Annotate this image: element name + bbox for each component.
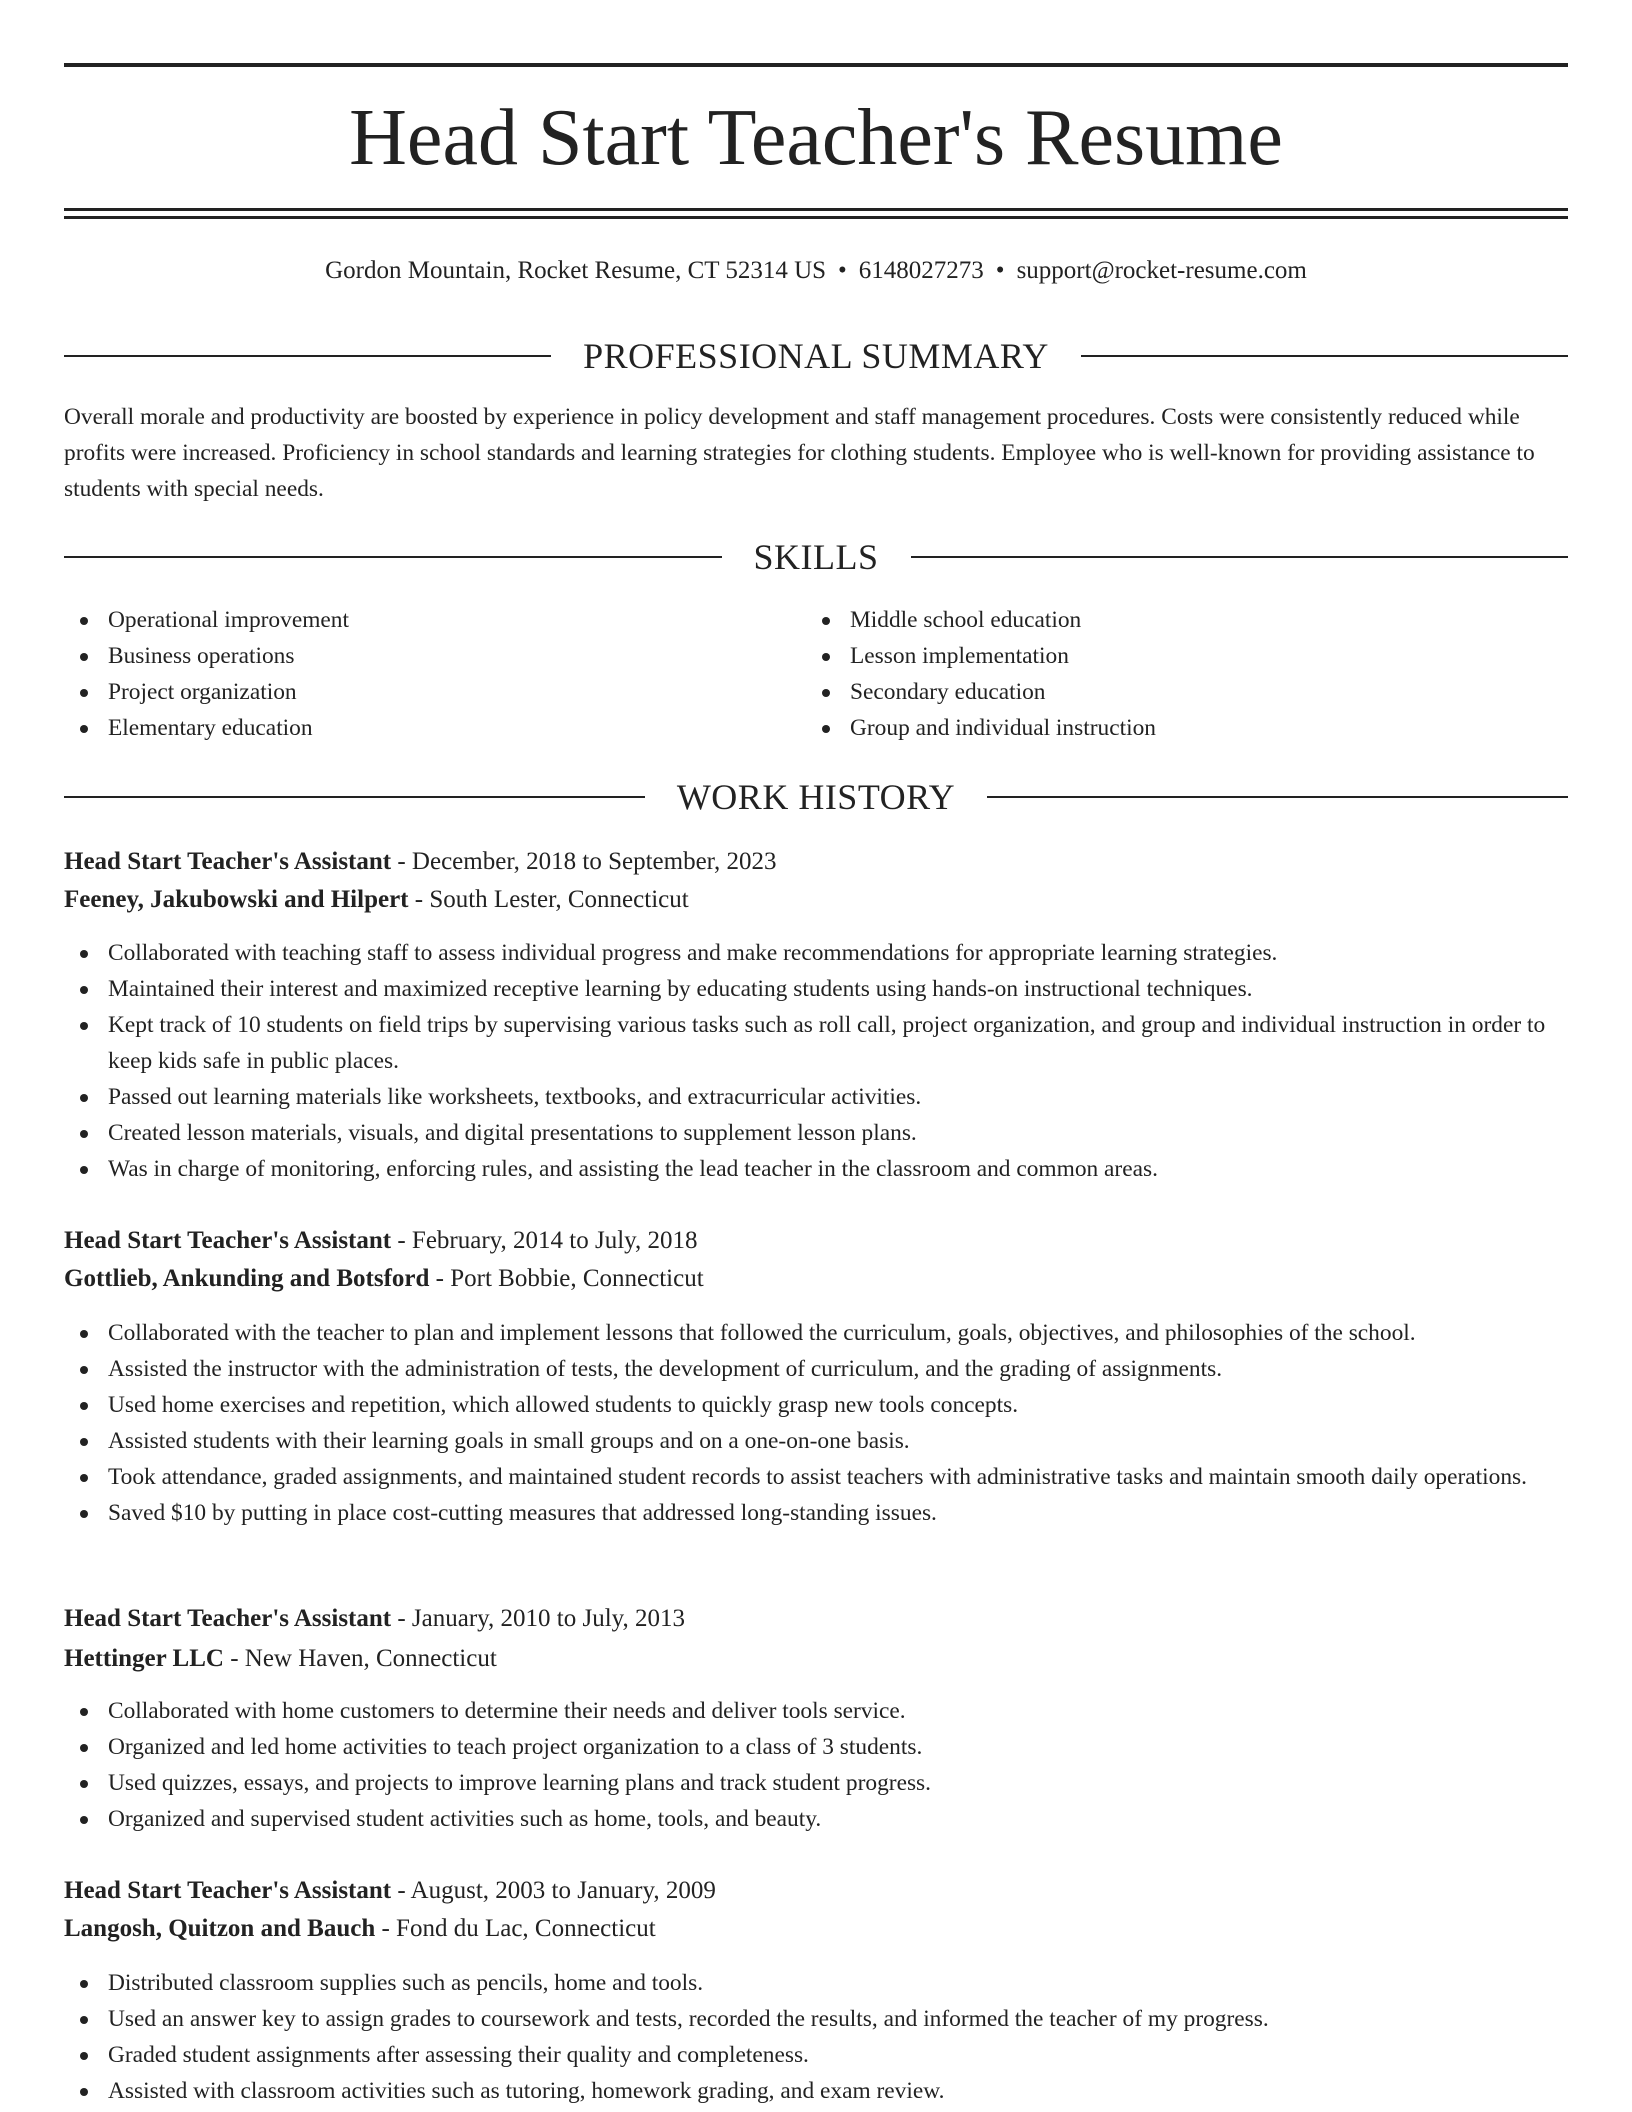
job-bullet: Used home exercises and repetition, which allowed students to quickly grasp new tools concepts. [64, 1387, 1568, 1423]
job-title: Head Start Teacher's Assistant [64, 1605, 392, 1632]
job-bullet: Took attendance, graded assignments, and maintained student records to assist teachers with administrative tasks and maintain smooth daily operations. [64, 1459, 1568, 1495]
work-history-heading-label: WORK HISTORY [676, 777, 956, 817]
job-bullet: Created lesson materials, visuals, and digital presentations to supplement lesson plans. [64, 1115, 1568, 1151]
job-title: Head Start Teacher's Assistant [64, 1227, 392, 1254]
skills-list-left [64, 602, 804, 746]
job-company-line [64, 1260, 1568, 1298]
summary-text: Overall morale and productivity are boosted by experience in policy development and staff management procedures. Costs were consistently reduced while profits were increased. Proficiency in school standards and learning strategies for clothing students. Employee who is well-known for providing assistance to students with special needs. [64, 404, 1535, 502]
job-bullet: Passed out learning materials like worksheets, textbooks, and extracurricular activities. [64, 1079, 1568, 1115]
job-title-line [64, 843, 1568, 881]
work-history-heading [64, 775, 1568, 819]
skill-item: Operational improvement [64, 602, 804, 638]
job-company: Hettinger LLC [64, 1645, 224, 1672]
skill-item: Group and individual instruction [806, 710, 1546, 746]
top-divider [64, 63, 1568, 67]
job-company-line [64, 881, 1568, 919]
job-bullet: Assisted the instructor with the administration of tests, the development of curriculum, and the grading of assignments. [64, 1351, 1568, 1387]
contact-separator: • [995, 257, 1005, 284]
job-dates: - August, 2003 to January, 2009 [391, 1877, 716, 1904]
job-title: Head Start Teacher's Assistant [64, 848, 392, 875]
heading-rule-left [64, 796, 645, 798]
job-bullet: Organized and led home activities to teach project organization to a class of 3 students. [64, 1729, 1568, 1765]
job-bullet: Collaborated with teaching staff to assess individual progress and make recommendations for appropriate learning strategies. [64, 935, 1568, 971]
skills-heading [64, 535, 1568, 579]
job-title-line [64, 1600, 1568, 1638]
job-company-line [64, 1910, 1568, 1948]
job-bullet: Was in charge of monitoring, enforcing rules, and assisting the lead teacher in the classroom and common areas. [64, 1151, 1568, 1187]
heading-rule-left [64, 556, 722, 558]
skill-item: Secondary education [806, 674, 1546, 710]
job-bullet: Graded student assignments after assessing their quality and completeness. [64, 2037, 1568, 2073]
contact-phone: 6148027273 [858, 257, 984, 284]
job-bullet: Assisted with classroom activities such as tutoring, homework grading, and exam review. [64, 2073, 1568, 2109]
job-bullet: Used an answer key to assign grades to coursework and tests, recorded the results, and informed the teacher of my progress. [64, 2001, 1568, 2037]
job-title: Head Start Teacher's Assistant [64, 1877, 392, 1904]
contact-separator: • [838, 257, 847, 284]
job-title-line [64, 1222, 1568, 1260]
job-bullet: Kept track of 10 students on field trips by supervising various tasks such as roll call, project organization, and group and individual instruction in order to keep kids safe in public places. [64, 1007, 1568, 1079]
title-divider-lower [64, 216, 1568, 219]
skill-item: Elementary education [64, 710, 804, 746]
job-location: - Port Bobbie, Connecticut [429, 1265, 704, 1292]
job-bullets [64, 935, 1568, 1187]
resume-title: Head Start Teacher's Resume [349, 94, 1283, 182]
summary-heading [64, 334, 1568, 378]
heading-rule-left [64, 355, 551, 357]
job-company: Langosh, Quitzon and Bauch [64, 1915, 376, 1942]
job-bullet: Distributed classroom supplies such as pencils, home and tools. [64, 1965, 1568, 2001]
heading-rule-right [987, 796, 1568, 798]
job-bullets [64, 1693, 1568, 1837]
skill-item: Business operations [64, 638, 804, 674]
heading-rule-right [1081, 355, 1568, 357]
contact-line [64, 255, 1568, 287]
job-location: - South Lester, Connecticut [408, 886, 689, 913]
job-dates: - December, 2018 to September, 2023 [391, 848, 777, 875]
skills-heading-label: SKILLS [753, 537, 879, 577]
job-title-line [64, 1872, 1568, 1910]
job-dates: - February, 2014 to July, 2018 [391, 1227, 698, 1254]
title-divider-upper [64, 208, 1568, 211]
job-bullet: Organized and supervised student activities such as home, tools, and beauty. [64, 1801, 1568, 1837]
job-bullets [64, 1965, 1568, 2109]
skill-item: Lesson implementation [806, 638, 1546, 674]
job-dates: - January, 2010 to July, 2013 [391, 1605, 686, 1632]
skill-item: Project organization [64, 674, 804, 710]
job-bullets [64, 1315, 1568, 1531]
contact-email: support@rocket-resume.com [1016, 257, 1307, 284]
job-bullet: Used quizzes, essays, and projects to improve learning plans and track student progress. [64, 1765, 1568, 1801]
job-company-line [64, 1640, 1568, 1678]
job-bullet: Maintained their interest and maximized receptive learning by educating students using hands-on instructional techniques. [64, 971, 1568, 1007]
job-location: - Fond du Lac, Connecticut [375, 1915, 656, 1942]
job-location: - New Haven, Connecticut [223, 1645, 497, 1672]
job-bullet: Assisted students with their learning goals in small groups and on a one-on-one basis. [64, 1423, 1568, 1459]
contact-address: Gordon Mountain, Rocket Resume, CT 52314 US [325, 257, 827, 284]
skill-item: Middle school education [806, 602, 1546, 638]
job-bullet: Collaborated with home customers to determine their needs and deliver tools service. [64, 1693, 1568, 1729]
job-company: Gottlieb, Ankunding and Botsford [64, 1265, 430, 1292]
summary-heading-label: PROFESSIONAL SUMMARY [583, 336, 1049, 376]
job-bullet: Collaborated with the teacher to plan and implement lessons that followed the curriculum, goals, objectives, and philosophies of the school. [64, 1315, 1568, 1351]
heading-rule-right [911, 556, 1569, 558]
job-company: Feeney, Jakubowski and Hilpert [64, 886, 409, 913]
job-bullet: Saved $10 by putting in place cost-cutting measures that addressed long-standing issues. [64, 1495, 1568, 1531]
skills-list-right [806, 602, 1546, 746]
